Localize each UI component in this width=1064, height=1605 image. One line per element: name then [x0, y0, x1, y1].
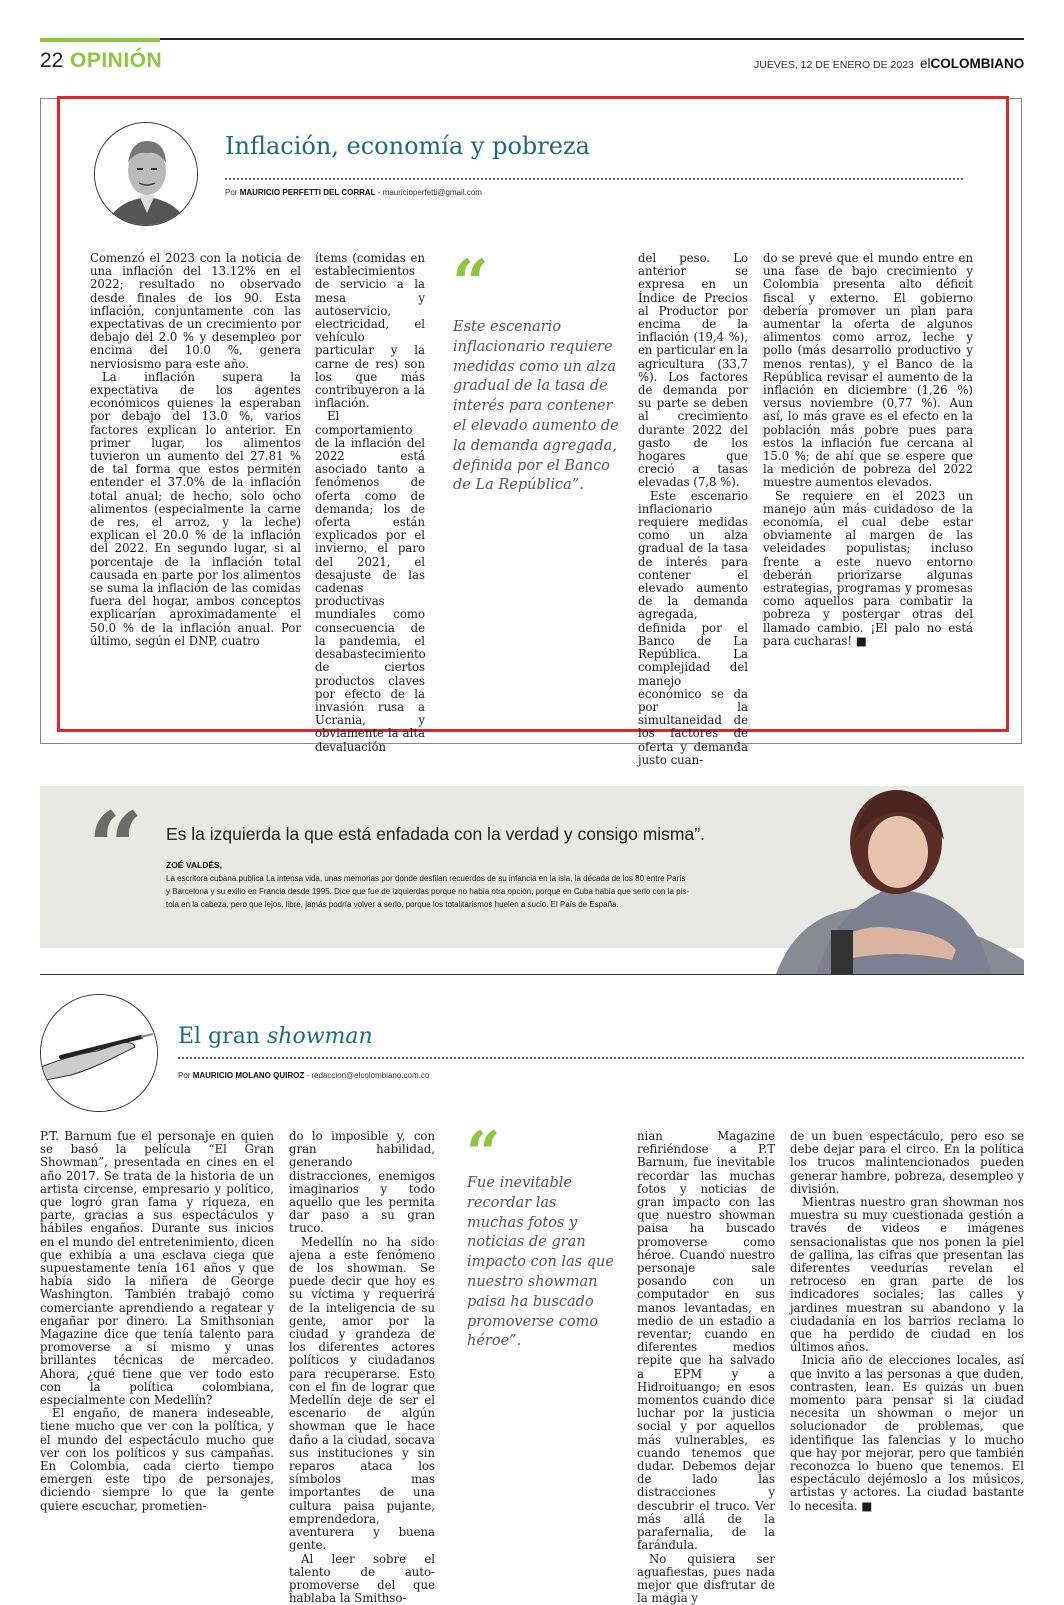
quote-mark-icon: “: [452, 246, 489, 321]
article-title: Inflación, economía y pobreza: [225, 132, 590, 160]
article-column-4: do se prevé que el mundo entre en una fase de bajo crecimiento y Colombia presenta alto déficit fiscal y externo. El gobierno debería promover un plan para aumentar la oferta de algunos alimentos como arroz, leche y pollo (más desarrollo productivo y menos rentas), y el Banco de la República revisar el aumento de la inflación en diciembre (1,26 %) versus noviembre (0,77 %). Aun así, lo más grave es el efecto en la población más pobre pues para estos la inflación fue cercana al 15.0 %; de ahí que se espere que la medición de pobreza del 2022 muestre aumentos elevados. Se requiere en el 2023 un manejo aún más cuidadoso de la economía, el cual debe estar obviamente al margen de las veleidades populistas; incluso frente a este nuevo entorno deberán priorizarse algunas estrategias, programas y promesas como aquellos para combatir la pobreza y postergar otras del llamado cambio. ¡El palo no está para cucharas! ■: [763, 251, 973, 648]
quote-author-description: La escritora cubana publica La intensa vida, unas memorias por donde desfilan recuerdos de su infancia en la isla, la década de los 80 entre París y Barcelona y su exilio en Francia desde 1995. Dice que fue de izquierdas porque no había otra opción, porque en Cuba había que serlo con la pis- tola en la cabeza, pero que lejos, libre, jamás podría volver a serlo, porque los totalitarismos huelen a sucio. El País de España.: [166, 874, 690, 909]
section-title: OPINIÓN: [70, 49, 163, 72]
section-divider: [40, 974, 1024, 975]
article-column-1: P.T. Barnum fue el personaje en quien se basó la película “El Gran Showman”, presentada en cines en el año 2017. Se trata de la historia de un artista circense, empresario y político, que logró gran fama y riqueza, en parte, gracias a sus espectáculos y hábiles engaños. Durante sus inicios en el mundo del entretenimiento, dicen que exhibía a una esclava ciega que supuestamente tenía 161 años y que había sido la niñera de George Washington. También trabajó como comerciante aprendiendo a regatear y engañar por dinero. La Smithsonian Magazine dice que tenía talento para promoverse a sí mismo y unas brillantes técnicas de mercadeo. Ahora, ¿qué tiene que ver todo esto con la política colombiana, especialmente con Medellín? El engaño, de manera indeseable, tiene mucho que ver con la política, y el mundo del espectáculo mucho que ver con los políticos y sus campañas. En Colombia, cada cierto tiempo emergen este tipo de personajes, diciendo siempre lo que la gente quiere escuchar, prometien-: [40, 1129, 274, 1513]
article-column-2: ítems (comidas en establecimientos de servicio a la mesa y autoservicio, electricidad, el vehículo particular y la carne de res) son los que más contribuyeron a la inflación. El comportamiento de la inflación del 2022 está asociado tanto a fenómenos de oferta como de demanda; los de oferta están explicados por el invierno, el paro del 2021, el desajuste de las cadenas productivas mundiales como consecuencia de la pandemia, el desabastecimiento de ciertos productos claves por efecto de la invasión rusa a Ucrania, y obviamente la alta devaluación: [315, 251, 426, 754]
article-column-3: nian Magazine refiriéndose a P.T Barnum, fue inevitable recordar las muchas fotos y noticias de gran impacto con las que nuestro showman paisa ha buscado promoverse como héroe. Cuando nuestro personaje sale posando con un computador en sus manos levantadas, en medio de un estadio a reventar; cuando en diferentes medios repite que ha salvado a EPM y a Hidroituango; en esos momentos cuando dice luchar por la justicia social y por aquellos más vulnerables, es cuando tenemos que dudar. Debemos dejar de lado las distracciones y descubrir el truco. Ver más allá de la parafernalia, de la farándula. No quisiera ser aguafiestas, pues nada mejor que disfrutar de la magia y: [637, 1129, 775, 1605]
author-illustration: [40, 994, 158, 1112]
newspaper-logo: elCOLOMBIANO: [920, 56, 1025, 71]
title-rule: [178, 1057, 1024, 1059]
article-column-1: Comenzó el 2023 con la noticia de una inflación del 13.12% en el 2022; resultado no observado desde finales de los 90. Esta inflación, conjuntamente con las expectativas de un crecimiento por debajo del 2.0 % y desempleo por encima del 10.0 %, genera nerviosismo para este año. La inflación supera la expectativa de los agentes económicos quienes la esperaban por debajo del 13.0 %, varios factores explican lo anterior. En primer lugar, los alimentos tuvieron un aumento del 27.81 % de tal forma que estos permiten entender el 37.0% de la inflación total anual; de hecho, solo ocho alimentos (especialmente la carne de res, el arroz, y la leche) explican el 20.0 % de la inflación del 2022. En segundo lugar, si al porcentaje de la inflación total causada en parte por los alimentos se suma la inflación de las comidas fuera del hogar, ambos conceptos explicarían aproximadamente el 50.0 % de la inflación anual. Por último, según el DNP, cuatro: [90, 251, 301, 648]
author-email: - redaccion@elcolombiano.com.co: [306, 1071, 430, 1080]
pull-quote: Este escenario inflacionario requiere medidas como un alza gradual de la tasa de interés para contener el elevado aumento de la demanda agregada, definida por el Banco de La República”.: [453, 319, 619, 494]
author-email: - mauricioperfetti@gmail.com: [377, 188, 482, 197]
author-name: MAURICIO MOLANO QUIROZ: [192, 1071, 305, 1080]
quote-author: ZOÉ VALDÉS,: [166, 860, 223, 870]
quote-author-photo: [776, 770, 1024, 974]
header-rule: [40, 38, 1024, 40]
author-name: MAURICIO PERFETTI DEL CORRAL: [239, 188, 376, 197]
pull-quote: Fue inevitable recordar las muchas fotos y noticias de gran impacto con las que nuestro showman paisa ha buscado promoverse como héroe”.: [467, 1175, 614, 1350]
article-column-3: del peso. Lo anterior se expresa en un Índice de Precios al Productor por encima de la inflación (19,4 %), en particular en la agricultura (33,7 %). Los factores de demanda por su parte se deben al crecimiento durante 2022 del gasto de los hogares que creció a tasas elevadas (7,8 %). Este escenario inflacionario requiere medidas como un alza gradual de la tasa de interés para contener el elevado aumento de la demanda agregada, definida por el Banco de La República. La complejidad del manejo económico se da por la simultaneidad de los factores de oferta y demanda justo cuan-: [638, 251, 748, 767]
byline: Por MAURICIO PERFETTI DEL CORRAL - mauricioperfetti@gmail.com: [225, 188, 482, 197]
quote-mark-icon: “: [466, 1119, 501, 1189]
quote-mark-icon: “: [88, 791, 144, 904]
title-rule: [225, 178, 963, 180]
byline: Por MAURICIO MOLANO QUIROZ - redaccion@elcolombiano.com.co: [178, 1071, 430, 1080]
article-title: El gran showman: [178, 1024, 373, 1049]
article-column-2: do lo imposible y, con gran habilidad, generando distracciones, enemigos imaginarios y todo aquello que les permita dar paso a su gran truco. Medellín no ha sido ajena a este fenómeno de los showman. Se puede decir que hoy es su víctima y requerirá de la inteligencia de su gente, amor por la ciudad y grandeza de los diferentes actores políticos y ciudadanos para recuperarse. Esto con el fin de lograr que Medellín deje de ser el escenario de algún showman que le hace daño a la ciudad, socava sus instituciones y sin reparos ataca los símbolos mas importantes de una cultura paisa pujante, emprendedora, aventurera y buena gente. Al leer sobre el talento de auto-promoverse del que hablaba la Smithso-: [289, 1129, 435, 1605]
author-portrait: [94, 122, 198, 226]
page-number: 22: [40, 49, 64, 72]
issue-date: JUEVES, 12 DE ENERO DE 2023: [754, 59, 914, 71]
featured-quote: Es la izquierda la que está enfadada con la verdad y consigo misma”.: [166, 824, 705, 844]
article-column-4: de un buen espectáculo, pero eso se debe dejar para el circo. En la política los trucos malintencionados pueden generar hambre, pobreza, desempleo y división. Mientras nuestro gran showman nos muestra su muy cuestionada gestión a través de videos e imágenes sensacionalistas que nos ponen la piel de gallina, las cifras que presentan las diferentes veedurías revelan el retroceso en gran parte de los indicadores sociales; las calles y jardines muestran su abandono y la ciudadanía en los barrios reclama lo que ha perdido de ciudad en los últimos años. Inicia año de elecciones locales, así que invito a las personas a que duden, contrasten, lean. Es quizás un buen momento para pensar si la ciudad necesita un showman o mejor un solucionador de problemas, que identifique las falencias y lo mucho que hay por mejorar, pero que también reconozca lo bueno que tenemos. El espectáculo dejémoslo a los músicos, artistas y actores. La ciudad bastante lo necesita. ■: [790, 1129, 1024, 1513]
